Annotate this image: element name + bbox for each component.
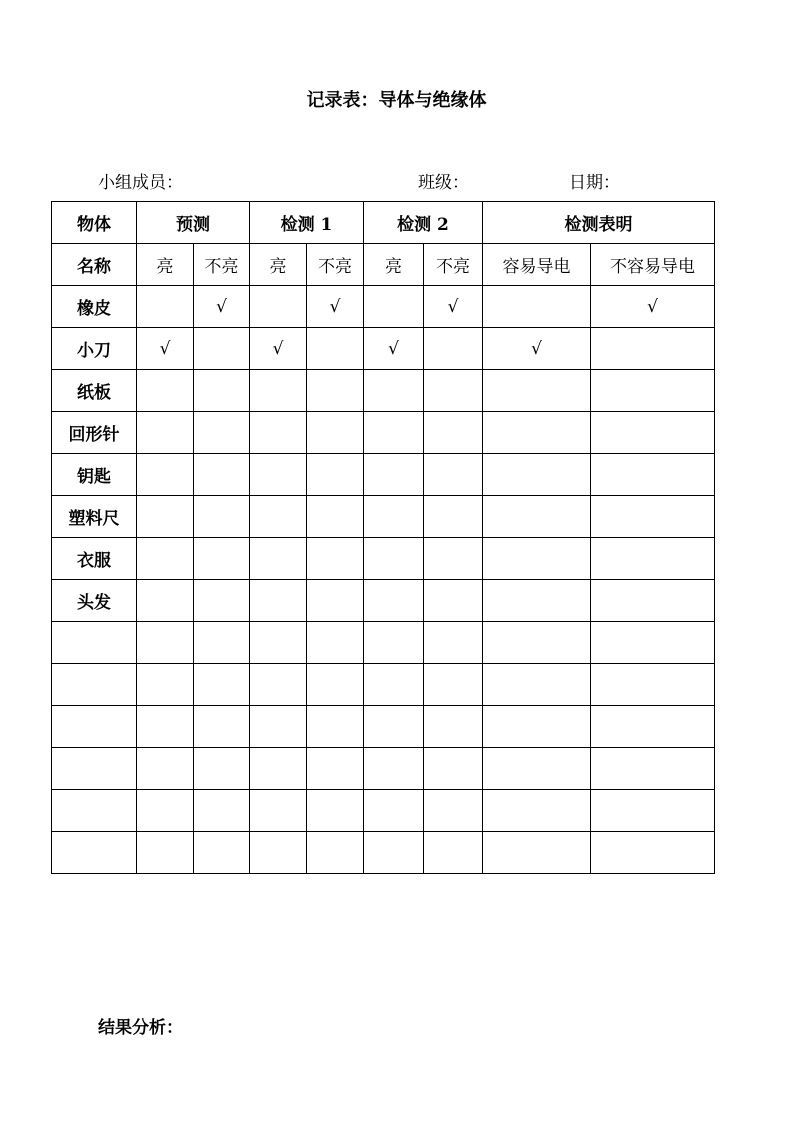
record-cell bbox=[137, 664, 194, 706]
record-cell bbox=[250, 412, 307, 454]
record-cell bbox=[483, 664, 591, 706]
record-cell bbox=[591, 538, 715, 580]
record-cell bbox=[194, 328, 250, 370]
record-cell: √ bbox=[424, 286, 483, 328]
record-cell: √ bbox=[483, 328, 591, 370]
page-title: 记录表：导体与绝缘体 bbox=[306, 90, 487, 111]
record-cell bbox=[137, 412, 194, 454]
record-cell bbox=[364, 286, 424, 328]
record-cell bbox=[250, 454, 307, 496]
record-cell: √ bbox=[307, 286, 364, 328]
record-cell bbox=[307, 622, 364, 664]
record-cell bbox=[591, 370, 715, 412]
record-cell bbox=[424, 664, 483, 706]
object-name-cell: 橡皮 bbox=[52, 286, 137, 328]
record-cell bbox=[364, 748, 424, 790]
record-cell bbox=[137, 454, 194, 496]
record-cell bbox=[137, 286, 194, 328]
record-cell bbox=[364, 454, 424, 496]
header-sub-cell: 不亮 bbox=[424, 244, 483, 286]
record-cell bbox=[424, 580, 483, 622]
object-name-cell: 回形针 bbox=[52, 412, 137, 454]
record-cell bbox=[137, 370, 194, 412]
record-cell bbox=[307, 454, 364, 496]
record-cell bbox=[250, 496, 307, 538]
record-cell bbox=[250, 706, 307, 748]
record-cell: √ bbox=[137, 328, 194, 370]
record-cell bbox=[307, 538, 364, 580]
record-cell: √ bbox=[591, 286, 715, 328]
header-conclusion: 检测表明 bbox=[483, 202, 715, 244]
record-cell bbox=[307, 706, 364, 748]
object-name-cell bbox=[52, 832, 137, 874]
record-cell bbox=[137, 748, 194, 790]
record-cell bbox=[364, 538, 424, 580]
record-cell bbox=[424, 370, 483, 412]
record-cell bbox=[483, 580, 591, 622]
header-sub-cell: 亮 bbox=[137, 244, 194, 286]
record-cell bbox=[424, 328, 483, 370]
record-cell bbox=[591, 328, 715, 370]
header-sub-cell: 不亮 bbox=[194, 244, 250, 286]
record-cell bbox=[591, 664, 715, 706]
members-label: 小组成员： bbox=[98, 173, 183, 193]
table-row bbox=[52, 580, 715, 622]
object-name-cell: 头发 bbox=[52, 580, 137, 622]
record-cell bbox=[483, 454, 591, 496]
record-cell bbox=[591, 790, 715, 832]
record-cell bbox=[364, 412, 424, 454]
table-row bbox=[52, 496, 715, 538]
record-cell bbox=[364, 790, 424, 832]
record-cell bbox=[194, 622, 250, 664]
record-cell bbox=[137, 496, 194, 538]
record-cell bbox=[591, 580, 715, 622]
record-cell bbox=[250, 832, 307, 874]
object-name-cell: 小刀 bbox=[52, 328, 137, 370]
record-cell bbox=[307, 412, 364, 454]
class-label: 班级： bbox=[418, 173, 469, 193]
header-object-line1: 物体 bbox=[52, 202, 137, 244]
object-name-cell: 钥匙 bbox=[52, 454, 137, 496]
record-cell bbox=[250, 790, 307, 832]
object-name-cell bbox=[52, 622, 137, 664]
record-cell bbox=[137, 790, 194, 832]
record-cell bbox=[424, 454, 483, 496]
header-sub-cell: 亮 bbox=[250, 244, 307, 286]
record-cell bbox=[194, 790, 250, 832]
header-sub-cell: 亮 bbox=[364, 244, 424, 286]
record-cell bbox=[483, 748, 591, 790]
record-cell bbox=[364, 664, 424, 706]
record-cell bbox=[591, 496, 715, 538]
record-cell bbox=[307, 832, 364, 874]
record-cell bbox=[483, 790, 591, 832]
date-label: 日期： bbox=[569, 173, 620, 193]
table-row bbox=[52, 832, 715, 874]
record-cell bbox=[194, 748, 250, 790]
record-cell bbox=[194, 412, 250, 454]
object-name-cell: 纸板 bbox=[52, 370, 137, 412]
record-cell bbox=[591, 748, 715, 790]
record-cell bbox=[364, 370, 424, 412]
record-cell bbox=[250, 286, 307, 328]
record-cell: √ bbox=[250, 328, 307, 370]
header-prediction: 预测 bbox=[137, 202, 250, 244]
record-cell bbox=[483, 832, 591, 874]
table-row bbox=[52, 286, 715, 328]
record-cell bbox=[194, 832, 250, 874]
record-cell bbox=[194, 706, 250, 748]
record-cell: √ bbox=[364, 328, 424, 370]
object-name-cell: 衣服 bbox=[52, 538, 137, 580]
record-cell bbox=[591, 706, 715, 748]
header-sub-cell: 不容易导电 bbox=[591, 244, 715, 286]
record-cell bbox=[137, 706, 194, 748]
record-cell bbox=[424, 832, 483, 874]
record-cell bbox=[483, 412, 591, 454]
record-cell bbox=[250, 748, 307, 790]
record-cell bbox=[307, 496, 364, 538]
table-row bbox=[52, 790, 715, 832]
record-cell bbox=[307, 580, 364, 622]
record-cell bbox=[307, 790, 364, 832]
record-cell bbox=[424, 538, 483, 580]
record-cell bbox=[194, 496, 250, 538]
record-cell bbox=[483, 706, 591, 748]
record-cell bbox=[424, 706, 483, 748]
header-test2: 检测 2 bbox=[364, 202, 483, 244]
table-row bbox=[52, 664, 715, 706]
table-row bbox=[52, 370, 715, 412]
record-cell bbox=[591, 454, 715, 496]
record-cell bbox=[307, 370, 364, 412]
record-cell bbox=[483, 370, 591, 412]
record-cell bbox=[194, 370, 250, 412]
table-row bbox=[52, 454, 715, 496]
info-row bbox=[0, 168, 793, 192]
record-cell bbox=[137, 622, 194, 664]
record-cell bbox=[424, 622, 483, 664]
table-row bbox=[52, 622, 715, 664]
record-cell bbox=[307, 748, 364, 790]
record-cell bbox=[194, 580, 250, 622]
record-table bbox=[51, 201, 715, 874]
object-name-cell bbox=[52, 664, 137, 706]
record-cell bbox=[194, 664, 250, 706]
table-row bbox=[52, 748, 715, 790]
record-cell bbox=[137, 580, 194, 622]
record-cell bbox=[364, 496, 424, 538]
record-cell bbox=[250, 580, 307, 622]
header-row-1 bbox=[52, 202, 715, 244]
record-cell bbox=[137, 538, 194, 580]
table-row bbox=[52, 328, 715, 370]
record-cell bbox=[250, 622, 307, 664]
record-cell bbox=[424, 790, 483, 832]
object-name-cell bbox=[52, 748, 137, 790]
record-cell bbox=[483, 496, 591, 538]
record-cell bbox=[194, 454, 250, 496]
header-row-2 bbox=[52, 244, 715, 286]
record-cell bbox=[483, 538, 591, 580]
record-cell bbox=[364, 832, 424, 874]
table-row bbox=[52, 412, 715, 454]
record-cell bbox=[591, 832, 715, 874]
record-cell bbox=[591, 412, 715, 454]
record-cell bbox=[307, 328, 364, 370]
object-name-cell bbox=[52, 790, 137, 832]
header-sub-cell: 不亮 bbox=[307, 244, 364, 286]
record-cell bbox=[194, 538, 250, 580]
header-sub-cell: 容易导电 bbox=[483, 244, 591, 286]
record-cell bbox=[591, 622, 715, 664]
object-name-cell bbox=[52, 706, 137, 748]
table-row bbox=[52, 538, 715, 580]
record-cell bbox=[483, 622, 591, 664]
record-cell bbox=[424, 412, 483, 454]
result-analysis-label: 结果分析： bbox=[98, 1018, 183, 1038]
record-cell bbox=[364, 622, 424, 664]
record-cell bbox=[364, 706, 424, 748]
table-row bbox=[52, 706, 715, 748]
record-cell: √ bbox=[194, 286, 250, 328]
object-name-cell: 塑料尺 bbox=[52, 496, 137, 538]
header-test1: 检测 1 bbox=[250, 202, 364, 244]
record-cell bbox=[483, 286, 591, 328]
record-cell bbox=[424, 496, 483, 538]
record-cell bbox=[137, 832, 194, 874]
record-cell bbox=[250, 664, 307, 706]
header-object-line2: 名称 bbox=[52, 244, 137, 286]
record-cell bbox=[424, 748, 483, 790]
record-cell bbox=[250, 370, 307, 412]
record-cell bbox=[307, 664, 364, 706]
record-cell bbox=[250, 538, 307, 580]
record-cell bbox=[364, 580, 424, 622]
